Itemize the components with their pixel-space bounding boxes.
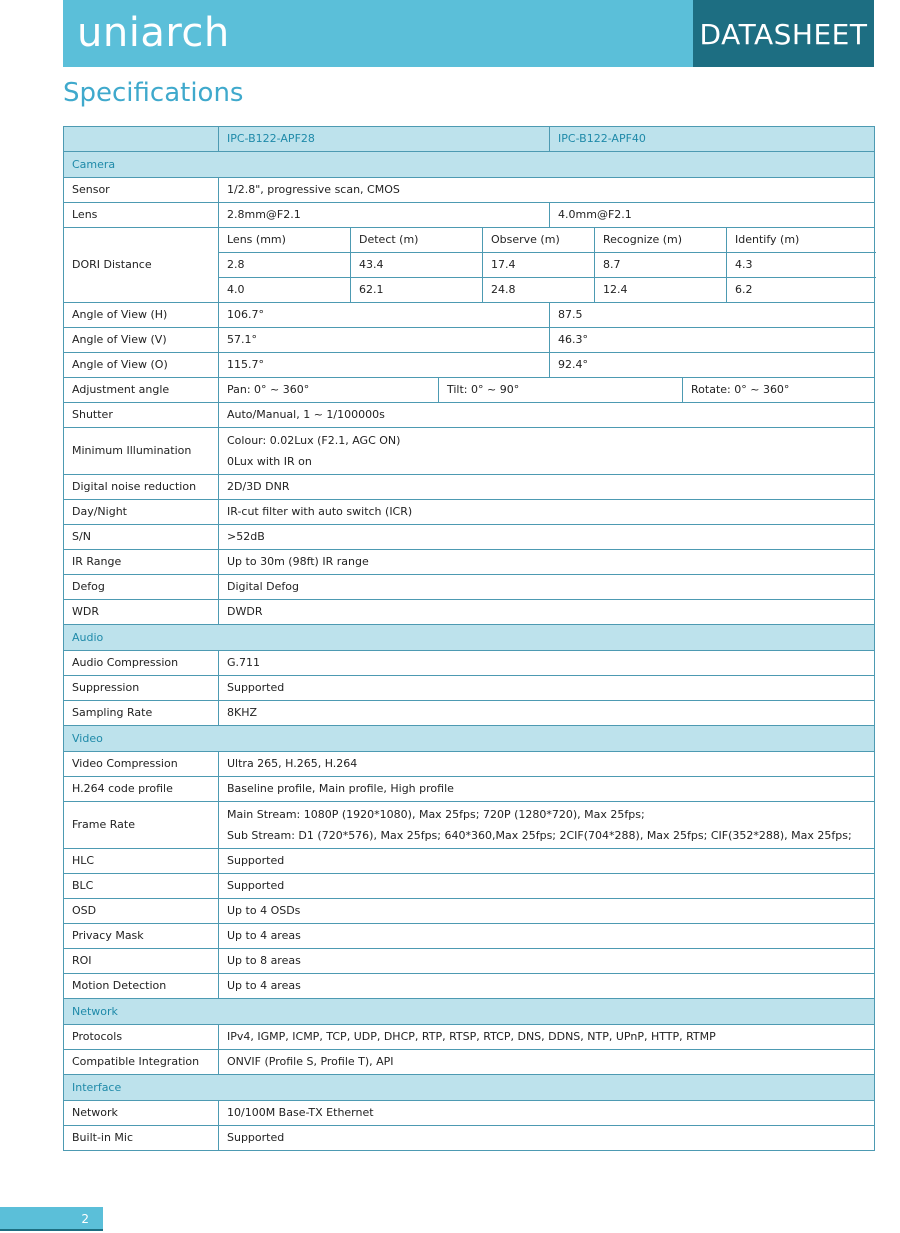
dori-cell: 4.3 bbox=[727, 253, 875, 278]
row-label: Compatible Integration bbox=[64, 1050, 219, 1075]
row-label: Protocols bbox=[64, 1025, 219, 1050]
row-label: Privacy Mask bbox=[64, 924, 219, 949]
row-label: Audio Compression bbox=[64, 651, 219, 676]
section-video bbox=[64, 726, 875, 752]
table-row bbox=[64, 949, 875, 974]
row-value: Up to 4 OSDs bbox=[219, 899, 875, 924]
section-interface bbox=[64, 1075, 875, 1101]
row-value: Baseline profile, Main profile, High profile bbox=[219, 777, 875, 802]
dori-header-cell: Identify (m) bbox=[727, 228, 875, 253]
row-label: Sensor bbox=[64, 178, 219, 203]
row-label: BLC bbox=[64, 874, 219, 899]
row-value: 115.7° bbox=[219, 353, 550, 378]
row-value: Rotate: 0° ~ 360° bbox=[683, 378, 875, 403]
table-row bbox=[64, 378, 875, 403]
table-row bbox=[64, 600, 875, 625]
dori-header-cell: Detect (m) bbox=[351, 228, 483, 253]
table-row bbox=[64, 1126, 875, 1151]
table-row bbox=[64, 1101, 875, 1126]
row-value: 87.5 bbox=[550, 303, 875, 328]
page-title: Specifications bbox=[63, 78, 244, 108]
row-value: 46.3° bbox=[550, 328, 875, 353]
table-row bbox=[64, 550, 875, 575]
row-value: 57.1° bbox=[219, 328, 550, 353]
dori-cell: 4.0 bbox=[219, 278, 351, 303]
dori-cell: 6.2 bbox=[727, 278, 875, 303]
row-label: WDR bbox=[64, 600, 219, 625]
row-value: Up to 4 areas bbox=[219, 974, 875, 999]
row-label: Network bbox=[64, 1101, 219, 1126]
dori-cell: 43.4 bbox=[351, 253, 483, 278]
dori-cell: 17.4 bbox=[483, 253, 595, 278]
row-value: DWDR bbox=[219, 600, 875, 625]
row-label: Minimum Illumination bbox=[64, 428, 219, 475]
row-label: Motion Detection bbox=[64, 974, 219, 999]
row-label: H.264 code profile bbox=[64, 777, 219, 802]
row-label: Angle of View (O) bbox=[64, 353, 219, 378]
row-label: Sampling Rate bbox=[64, 701, 219, 726]
section-network bbox=[64, 999, 875, 1025]
table-row bbox=[64, 874, 875, 899]
table-row bbox=[64, 303, 875, 328]
section-label: Interface bbox=[64, 1075, 875, 1101]
row-label: IR Range bbox=[64, 550, 219, 575]
dori-cell: 8.7 bbox=[595, 253, 727, 278]
row-value: Up to 30m (98ft) IR range bbox=[219, 550, 875, 575]
row-value: 106.7° bbox=[219, 303, 550, 328]
table-row bbox=[64, 525, 875, 550]
table-row bbox=[64, 328, 875, 353]
header-banner bbox=[63, 0, 874, 67]
section-audio bbox=[64, 625, 875, 651]
table-row bbox=[64, 651, 875, 676]
table-row bbox=[64, 701, 875, 726]
section-label: Camera bbox=[64, 152, 875, 178]
row-value: IPv4, IGMP, ICMP, TCP, UDP, DHCP, RTP, RTSP, RTCP, DNS, DDNS, NTP, UPnP, HTTP, RTMP bbox=[219, 1025, 875, 1050]
dori-header-cell: Lens (mm) bbox=[219, 228, 351, 253]
row-value bbox=[219, 802, 875, 849]
row-label: OSD bbox=[64, 899, 219, 924]
table-row bbox=[64, 752, 875, 777]
model-header-blank bbox=[64, 127, 219, 152]
row-label: Suppression bbox=[64, 676, 219, 701]
row-value-line: 0Lux with IR on bbox=[227, 455, 312, 468]
row-label: Built-in Mic bbox=[64, 1126, 219, 1151]
section-camera bbox=[64, 152, 875, 178]
table-row bbox=[64, 475, 875, 500]
table-row bbox=[64, 974, 875, 999]
section-label: Network bbox=[64, 999, 875, 1025]
row-label: Shutter bbox=[64, 403, 219, 428]
row-value-line: Sub Stream: D1 (720*576), Max 25fps; 640*360,Max 25fps; 2CIF(704*288), Max 25fps; CIF(352*288), Max 25fps; bbox=[227, 829, 852, 842]
dori-header-row bbox=[64, 228, 875, 253]
table-row bbox=[64, 178, 875, 203]
row-label: DORI Distance bbox=[64, 228, 219, 303]
dori-cell: 2.8 bbox=[219, 253, 351, 278]
table-row bbox=[64, 924, 875, 949]
row-value bbox=[219, 428, 875, 475]
table-row bbox=[64, 802, 875, 849]
row-value: Supported bbox=[219, 1126, 875, 1151]
row-label: ROI bbox=[64, 949, 219, 974]
row-label: Day/Night bbox=[64, 500, 219, 525]
row-value: Digital Defog bbox=[219, 575, 875, 600]
dori-cell: 24.8 bbox=[483, 278, 595, 303]
row-value: >52dB bbox=[219, 525, 875, 550]
table-row bbox=[64, 899, 875, 924]
row-value: 8KHZ bbox=[219, 701, 875, 726]
row-label: Angle of View (V) bbox=[64, 328, 219, 353]
row-value: ONVIF (Profile S, Profile T), API bbox=[219, 1050, 875, 1075]
row-label: Defog bbox=[64, 575, 219, 600]
row-value: 92.4° bbox=[550, 353, 875, 378]
table-row bbox=[64, 500, 875, 525]
row-label: Lens bbox=[64, 203, 219, 228]
table-row bbox=[64, 849, 875, 874]
datasheet-tag: DATASHEET bbox=[693, 0, 874, 67]
row-label: Digital noise reduction bbox=[64, 475, 219, 500]
model-apf28: IPC-B122-APF28 bbox=[219, 127, 550, 152]
table-row bbox=[64, 777, 875, 802]
row-value: 4.0mm@F2.1 bbox=[550, 203, 875, 228]
model-apf40: IPC-B122-APF40 bbox=[550, 127, 875, 152]
row-value: Supported bbox=[219, 874, 875, 899]
dori-header-cell: Recognize (m) bbox=[595, 228, 727, 253]
row-value-line: Main Stream: 1080P (1920*1080), Max 25fps; 720P (1280*720), Max 25fps; bbox=[227, 808, 645, 821]
row-label: Angle of View (H) bbox=[64, 303, 219, 328]
row-value: Auto/Manual, 1 ~ 1/100000s bbox=[219, 403, 875, 428]
dori-cell: 62.1 bbox=[351, 278, 483, 303]
model-header-row bbox=[64, 127, 875, 152]
row-value: Supported bbox=[219, 849, 875, 874]
spec-table bbox=[63, 126, 875, 1151]
table-row bbox=[64, 676, 875, 701]
row-value: Supported bbox=[219, 676, 875, 701]
table-row bbox=[64, 575, 875, 600]
row-label: Video Compression bbox=[64, 752, 219, 777]
brand-logo: uniarch bbox=[77, 10, 230, 56]
table-row bbox=[64, 353, 875, 378]
row-value: Pan: 0° ~ 360° bbox=[219, 378, 439, 403]
row-value: Up to 4 areas bbox=[219, 924, 875, 949]
section-label: Audio bbox=[64, 625, 875, 651]
row-value: Tilt: 0° ~ 90° bbox=[439, 378, 683, 403]
section-label: Video bbox=[64, 726, 875, 752]
page-number: 2 bbox=[0, 1207, 103, 1231]
row-value: Up to 8 areas bbox=[219, 949, 875, 974]
row-value: Ultra 265, H.265, H.264 bbox=[219, 752, 875, 777]
row-value: 10/100M Base-TX Ethernet bbox=[219, 1101, 875, 1126]
row-label: HLC bbox=[64, 849, 219, 874]
row-value: G.711 bbox=[219, 651, 875, 676]
dori-header-cell: Observe (m) bbox=[483, 228, 595, 253]
row-value: 2D/3D DNR bbox=[219, 475, 875, 500]
row-value-line: Colour: 0.02Lux (F2.1, AGC ON) bbox=[227, 434, 401, 447]
table-row bbox=[64, 403, 875, 428]
row-value: 2.8mm@F2.1 bbox=[219, 203, 550, 228]
row-label: Adjustment angle bbox=[64, 378, 219, 403]
dori-cell: 12.4 bbox=[595, 278, 727, 303]
row-label: Frame Rate bbox=[64, 802, 219, 849]
row-label: S/N bbox=[64, 525, 219, 550]
row-value: 1/2.8", progressive scan, CMOS bbox=[219, 178, 875, 203]
table-row bbox=[64, 428, 875, 475]
table-row bbox=[64, 1025, 875, 1050]
table-row bbox=[64, 203, 875, 228]
table-row bbox=[64, 1050, 875, 1075]
row-value: IR-cut filter with auto switch (ICR) bbox=[219, 500, 875, 525]
